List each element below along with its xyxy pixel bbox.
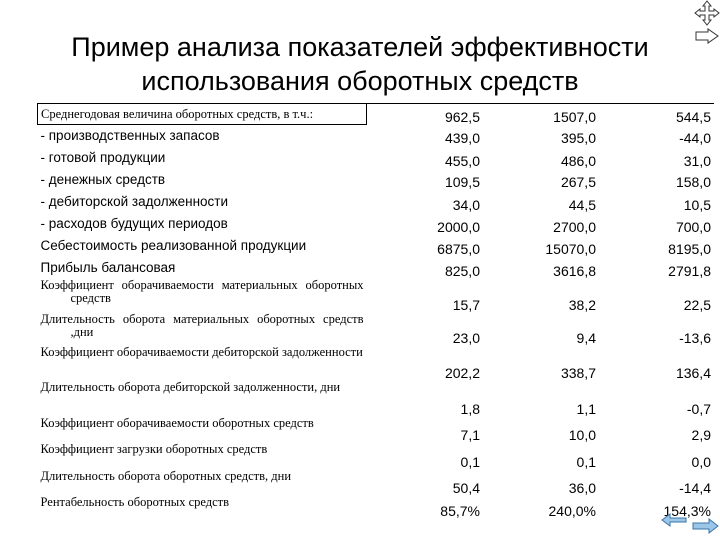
value-cell-3: -0,7 [686, 400, 711, 417]
value-cell-2: 338,7 [560, 364, 596, 381]
value-cell-3: 136,4 [675, 364, 711, 381]
value-cell-2: 395,0 [560, 129, 596, 146]
value-cell-1: 1,8 [460, 400, 480, 417]
value-cell-3: 8195,0 [668, 240, 711, 257]
table-row [38, 257, 715, 279]
table-row [38, 104, 715, 125]
row-label: Длительность оборота дебиторской задолженности, дни [40, 379, 341, 394]
slide-title [0, 30, 720, 98]
value-cell-1: 23,0 [452, 329, 480, 346]
row-label: - готовой продукции [40, 149, 166, 165]
value-cell-1: 439,0 [444, 129, 480, 146]
value-cell-3: 700,0 [675, 218, 711, 235]
value-cell-3: -44,0 [679, 129, 711, 146]
row-label: Прибыль балансовая [40, 260, 176, 275]
row-label: Длительность оборота материальных оборотных средств ,дни [40, 311, 364, 339]
value-cell-1: 0,1 [460, 453, 480, 470]
value-cell-3: -13,6 [679, 329, 711, 346]
row-label: Среднегодовая величина оборотных средств, в т.ч.: [38, 104, 367, 125]
value-cell-2: 486,0 [560, 152, 596, 169]
value-cell-1: 6875,0 [437, 240, 480, 257]
table-row [38, 169, 715, 190]
value-cell-1: 34,0 [452, 196, 480, 213]
value-cell-1: 15,7 [452, 296, 480, 313]
value-cell-3: 2,9 [691, 426, 711, 443]
value-cell-2: 3616,8 [553, 262, 596, 279]
row-label: Коэффициент оборачиваемости оборотных средств [40, 415, 314, 430]
value-cell-1: 202,2 [444, 364, 480, 381]
row-label: Рентабельность оборотных средств [40, 494, 230, 509]
value-cell-2: 267,5 [560, 173, 596, 190]
value-cell-3: 0,0 [691, 453, 711, 470]
value-cell-3: 544,5 [599, 104, 714, 125]
value-cell-3: 31,0 [683, 152, 711, 169]
value-cell-1: 2000,0 [437, 218, 480, 235]
value-cell-2: 36,0 [568, 479, 596, 496]
value-cell-3: 158,0 [675, 173, 711, 190]
value-cell-2: 2700,0 [553, 218, 596, 235]
value-cell-2: 10,0 [568, 426, 596, 443]
row-label: - денежных средств [40, 171, 166, 187]
table-row [38, 417, 715, 443]
bottom-navigation [660, 510, 720, 540]
row-label: - производственных запасов [40, 127, 220, 143]
value-cell-2: 0,1 [576, 453, 596, 470]
table-row [38, 190, 715, 213]
value-cell-2: 15070,0 [545, 240, 596, 257]
table-row [38, 496, 715, 519]
row-label: Коэффициент оборачиваемости материальных оборотных средств [40, 277, 364, 305]
table-row [38, 213, 715, 235]
row-label: Себестоимость реализованной продукции [40, 238, 307, 253]
value-cell-3: 2791,8 [668, 262, 711, 279]
value-cell-2: 9,4 [576, 329, 596, 346]
table-row [38, 279, 715, 313]
value-cell-2: 38,2 [568, 296, 596, 313]
value-cell-3: 154,3% [663, 502, 711, 519]
row-label: - расходов будущих периодов [40, 216, 228, 231]
table-row [38, 381, 715, 417]
value-cell-1: 7,1 [460, 426, 480, 443]
value-cell-2: 44,5 [568, 196, 596, 213]
value-cell-1: 50,4 [452, 479, 480, 496]
table-row [38, 346, 715, 381]
table-row [38, 235, 715, 257]
value-cell-1: 455,0 [444, 152, 480, 169]
move-icon[interactable] [695, 1, 719, 25]
value-cell-1: 825,0 [444, 262, 480, 279]
value-cell-2: 1,1 [576, 400, 596, 417]
table-row [38, 313, 715, 346]
row-label: Коэффициент загрузки оборотных средств [40, 441, 268, 456]
value-cell-1: 962,5 [367, 104, 484, 125]
table-row [38, 443, 715, 470]
value-cell-3: 22,5 [683, 296, 711, 313]
value-cell-2: 240,0% [548, 502, 596, 519]
efficiency-table [37, 103, 714, 519]
forward-arrow-icon[interactable] [693, 519, 718, 533]
row-label: - дебиторской задолженности [40, 193, 229, 209]
table-row [38, 125, 715, 146]
value-cell-1: 109,5 [444, 173, 480, 190]
table-row [38, 146, 715, 169]
value-cell-3: 10,5 [683, 196, 711, 213]
top-navigation [694, 0, 720, 52]
back-arrow-icon[interactable] [662, 514, 686, 526]
row-label: Коэффициент оборачиваемости дебиторской задолженности [40, 344, 363, 359]
title-line-2: использования оборотных средств [141, 66, 579, 96]
arrow-right-icon[interactable] [696, 29, 718, 43]
title-line-1: Пример анализа показателей эффективности [71, 32, 649, 62]
value-cell-1: 85,7% [440, 502, 480, 519]
value-cell-3: -14,4 [679, 479, 711, 496]
value-cell-2: 1507,0 [483, 104, 599, 125]
table-row [38, 470, 715, 496]
row-label: Длительность оборота оборотных средств, дни [40, 468, 292, 483]
